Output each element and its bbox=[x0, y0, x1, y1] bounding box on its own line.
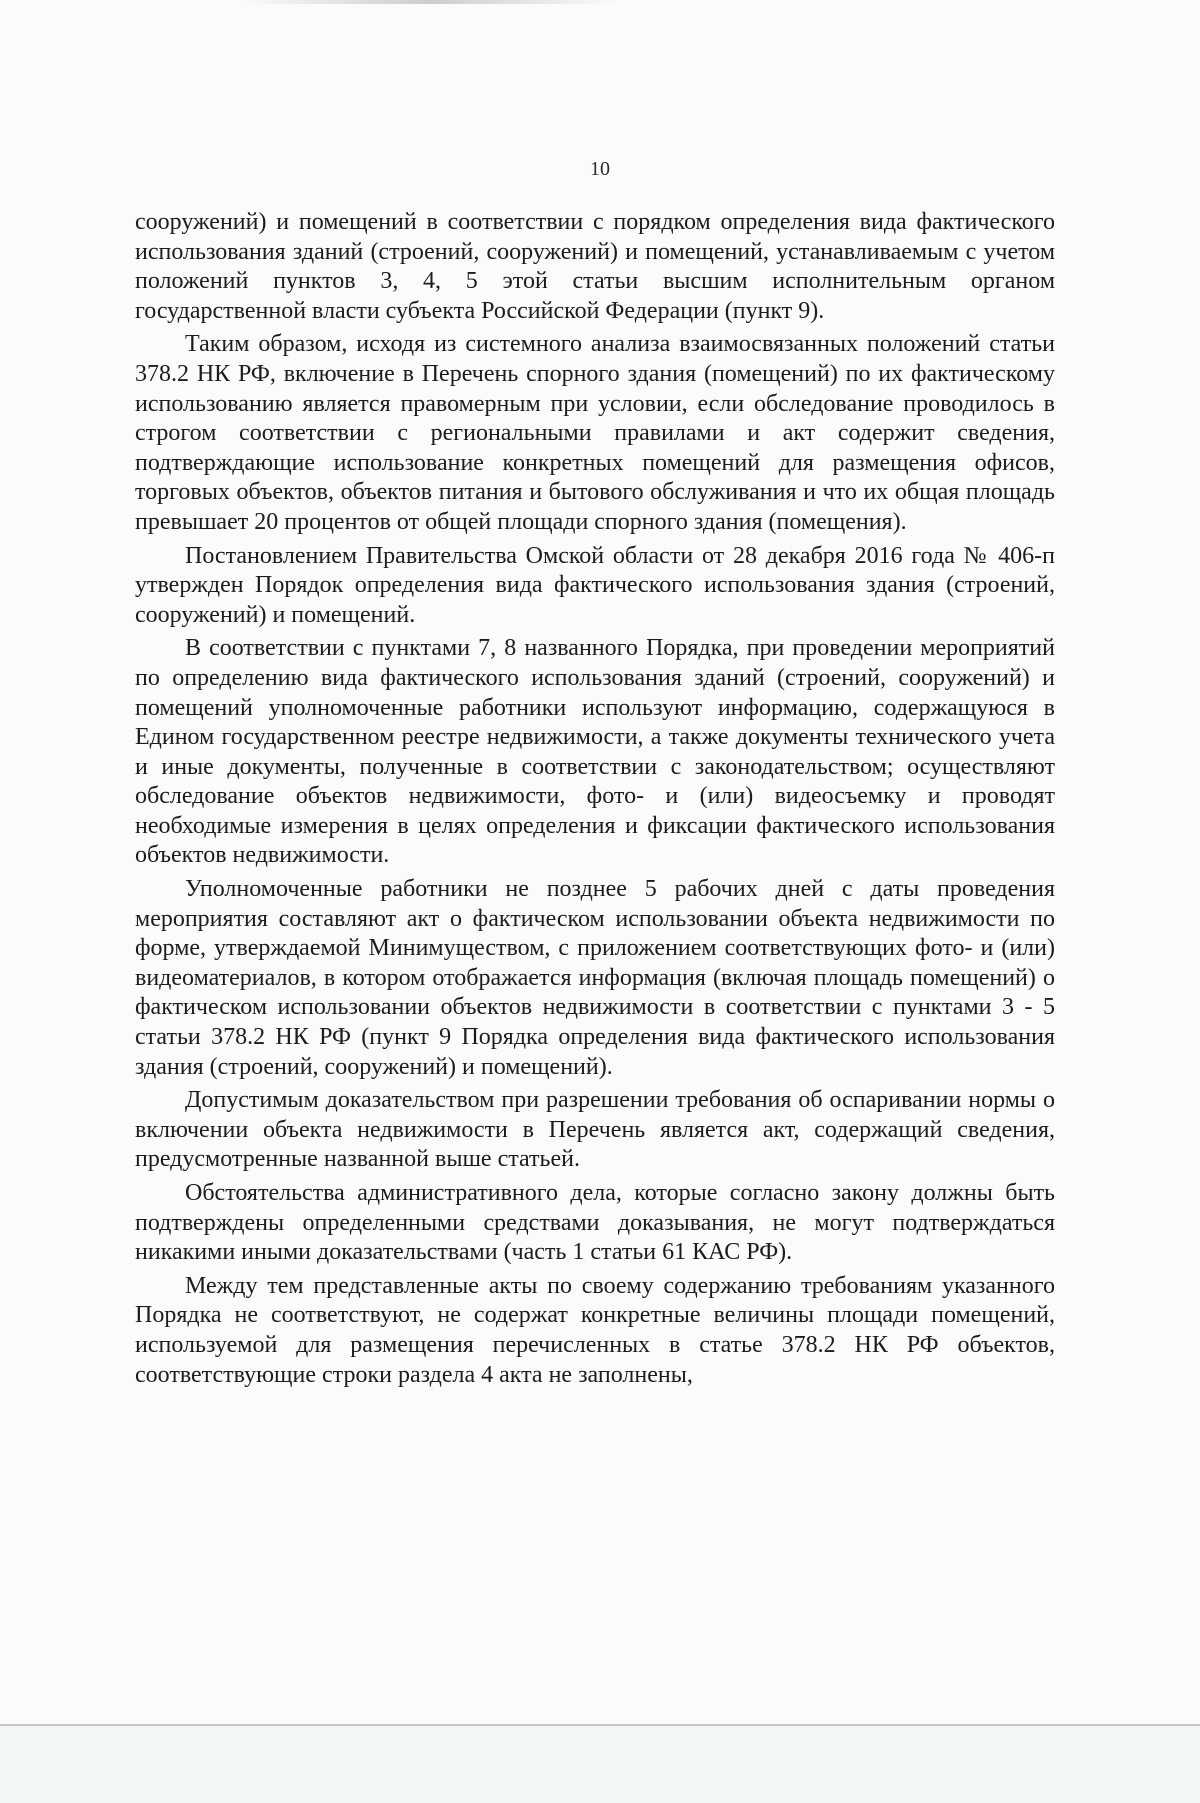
scan-top-shadow bbox=[240, 0, 620, 4]
paragraph-1: сооружений) и помещений в соответствии с порядком определения вида фактического использования зданий (строений, сооружений) и помещений, устанавливаемым с учетом положений пунктов 3, 4, 5 этой статьи высшим исполнительным органом государственной власти субъекта Российской Федерации (пункт 9). bbox=[135, 209, 1055, 324]
paragraph-4: В соответствии с пунктами 7, 8 названного Порядка, при проведении мероприятий по определению вида фактического использования зданий (строений, сооружений) и помещений уполномоченные работники используют информацию, содержащуюся в Едином государственном реестре недвижимости, а также документы технического учета и иные документы, полученные в соответствии с законодательством; осуществляют обследование объектов недвижимости, фото- и (или) видеосъемку и проводят необходимые измерения в целях определения и фиксации фактического использования объектов недвижимости. bbox=[135, 635, 1055, 869]
paragraph-7: Обстоятельства административного дела, которые согласно закону должны быть подтверждены определенными средствами доказывания, не могут подтверждаться никакими иными доказательствами (часть 1 статьи 61 КАС РФ). bbox=[135, 1180, 1055, 1266]
scan-bottom-margin bbox=[0, 1726, 1200, 1803]
paragraph-6: Допустимым доказательством при разрешении требования об оспаривании нормы о включении объекта недвижимости в Перечень является акт, содержащий сведения, предусмотренные названной выше статьей. bbox=[135, 1087, 1055, 1173]
paragraph-5: Уполномоченные работники не позднее 5 рабочих дней с даты проведения мероприятия составляют акт о фактическом использовании объекта недвижимости по форме, утверждаемой Минимуществом, с приложением соответствующих фото- и (или) видеоматериалов, в котором отображается информация (включая площадь помещений) о фактическом использовании объектов недвижимости в соответствии с пунктами 3 - 5 статьи 378.2 НК РФ (пункт 9 Порядка определения вида фактического использования здания (строений, сооружений) и помещений). bbox=[135, 876, 1055, 1080]
paragraph-8: Между тем представленные акты по своему содержанию требованиям указанного Порядка не соответствуют, не содержат конкретные величины площади помещений, используемой для размещения перечисленных в статье 378.2 НК РФ объектов, соответствующие строки раздела 4 акта не заполнены, bbox=[135, 1272, 1055, 1388]
paragraph-2: Таким образом, исходя из системного анализа взаимосвязанных положений статьи 378.2 НК РФ, включение в Перечень спорного здания (помещений) по их фактическому использованию является правомерным при условии, если обследование проводилось в строгом соответствии с региональными правилами и акт содержит сведения, подтверждающие использование конкретных помещений для размещения офисов, торговых объектов, объектов питания и бытового обслуживания и что их общая площадь превышает 20 процентов от общей площади спорного здания (помещения). bbox=[135, 331, 1055, 535]
page-number: 10 bbox=[590, 158, 610, 180]
document-body bbox=[135, 208, 1055, 1394]
paragraph-3: Постановлением Правительства Омской области от 28 декабря 2016 года № 406-п утвержден Порядок определения вида фактического использования здания (строений, сооружений) и помещений. bbox=[135, 542, 1055, 628]
